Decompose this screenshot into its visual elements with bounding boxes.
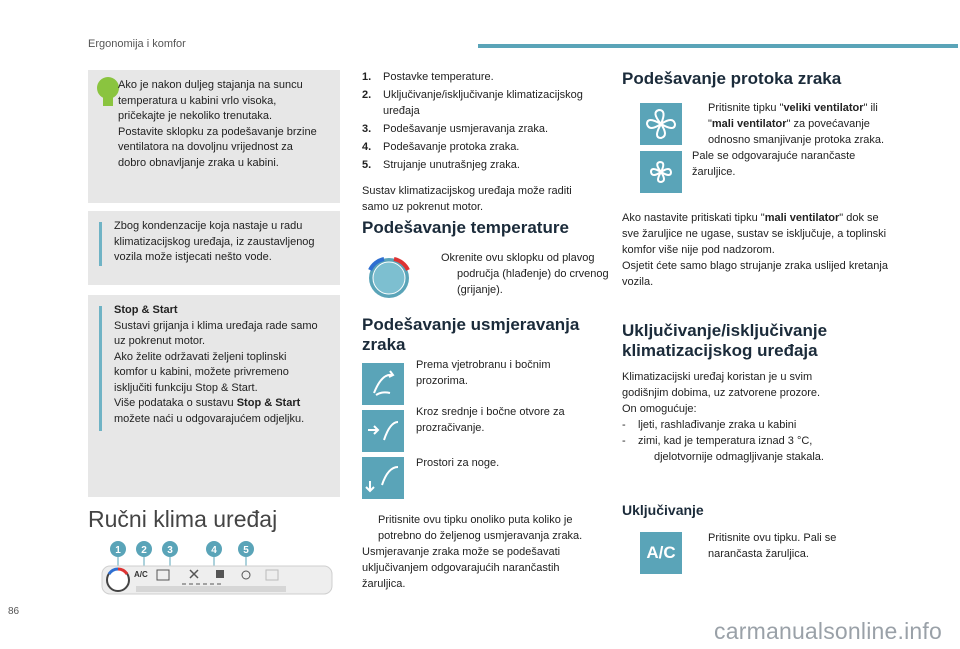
page-number: 86 <box>8 606 20 617</box>
small-fan-icon <box>640 151 682 193</box>
engine-note: Sustav klimatizacijskog uređaja može raditi samo uz pokrenut motor. <box>362 185 572 213</box>
control-panel-illustration <box>94 538 340 596</box>
controls-list <box>362 69 612 215</box>
panel-number-markers <box>110 541 254 557</box>
tip-text: Ako je nakon duljeg stajanja na suncu temperatura u kabini vrlo visoka, pričekajte je nekoliko trenutaka. Postavite sklopku za podešavanje brzine ventilatora na dovoljnu vrijednost za dobro obnavljanje zraka u kabini. <box>118 79 317 169</box>
tip-note <box>88 70 340 203</box>
airflow-warning: Ako nastavite pritiskati tipku "mali ventilator" dok se sve žaruljice ne ugase, sustav se isključuje, a toplinski komfor više nije pod nadzorom. Osjetit ćete samo blago strujanje zraka uslijed kretanja vozila. <box>622 212 888 288</box>
running-header: Ergonomija i komfor <box>88 38 186 50</box>
direction-item-text: Prostori za noge. <box>416 457 500 469</box>
main-title: Ručni klima uređaj <box>88 506 278 532</box>
list-item: - ljeti, rashlađivanje zraka u kabini <box>622 419 797 431</box>
switch-on-section-title: Uključivanje <box>622 502 704 518</box>
panel-number-1: 1 <box>115 545 121 556</box>
temperature-section-title: Podešavanje temperature <box>362 218 569 237</box>
direction-press-instructions: Pritisnite ovu tipku onoliko puta koliko je potrebno do željenog usmjeravanja zraka. Usmjeravanje zraka može se podešavati uključivanjem odgovarajućih narančastih žaruljica. <box>362 514 583 590</box>
big-fan-icon <box>640 103 682 145</box>
onoff-description: Klimatizacijski uređaj koristan je u svim godišnjim dobima, uz zatvorene prozore. On omogućuje: - ljeti, rashlađivanje zraka u kabini - zimi, kad je temperatura iznad 3 °C, djelotvornije odmagljivanje stakala. <box>622 369 912 465</box>
panel-ac-label: A/C <box>134 570 148 579</box>
direction-item-text: Prema vjetrobranu i bočnim prozorima. <box>416 359 551 387</box>
direction-section-title: Podešavanje usmjeravanja zraka <box>362 315 580 354</box>
note-marker <box>99 306 102 431</box>
condensation-note <box>88 211 340 285</box>
ac-button-icon: A/C <box>640 532 682 574</box>
list-item: 4. Podešavanje protoka zraka. <box>362 141 520 153</box>
stop-start-text: Stop & Start Sustavi grijanja i klima uređaja rade samo uz pokrenut motor. Ako želite održavati željeni toplinski komfor u kabini, možete privremeno isključiti funkciju Stop & Start. Više podataka o sustavu Stop & Start možete naći u odgovarajućem odjeljku. <box>114 304 318 425</box>
watermark: carmanualsonline.info <box>714 618 942 644</box>
direction-item-text: Kroz srednje i bočne otvore za prozračivanje. <box>416 406 565 434</box>
list-item: - zimi, kad je temperatura iznad 3 °C, <box>622 435 813 447</box>
panel-number-4: 4 <box>211 545 217 556</box>
airflow-section-title: Podešavanje protoka zraka <box>622 69 842 88</box>
temperature-instructions: Okrenite ovu sklopku od plavog područja (hlađenje) do crvenog (grijanje). <box>441 252 609 296</box>
stop-start-note <box>88 295 340 497</box>
list-item: 2. Uključivanje/isključivanje klimatizacijskog uređaja <box>362 89 583 117</box>
temperature-dial-icon <box>362 254 416 300</box>
panel-number-2: 2 <box>141 545 147 556</box>
note-marker <box>99 222 102 266</box>
list-item: 5. Strujanje unutrašnjeg zraka. <box>362 159 520 171</box>
list-item: 3. Podešavanje usmjeravanja zraka. <box>362 123 549 135</box>
airflow-instructions: Pritisnite tipku "veliki ventilator" ili "mali ventilator" za povećavanje odnosno smanjivanje protoka zraka. Pale se odgovarajuće narančaste žaruljice. <box>692 102 885 178</box>
windscreen-side-vents-icon <box>362 363 404 405</box>
list-item: 1. Postavke temperature. <box>362 71 494 83</box>
footwell-icon <box>362 457 404 499</box>
panel-number-3: 3 <box>167 545 173 556</box>
center-side-vents-icon <box>362 410 404 452</box>
panel-number-5: 5 <box>243 545 249 556</box>
switch-on-instructions: Pritisnite ovu tipku. Pali se narančasta žaruljica. <box>708 532 837 560</box>
onoff-section-title: Uključivanje/isključivanje klimatizacijskog uređaja <box>622 321 828 360</box>
header-accent-bar <box>478 44 958 48</box>
condensation-text: Zbog kondenzacije koja nastaje u radu klimatizacijskog uređaja, iz zaustavljenog vozila može istjecati nešto vode. <box>114 220 315 263</box>
